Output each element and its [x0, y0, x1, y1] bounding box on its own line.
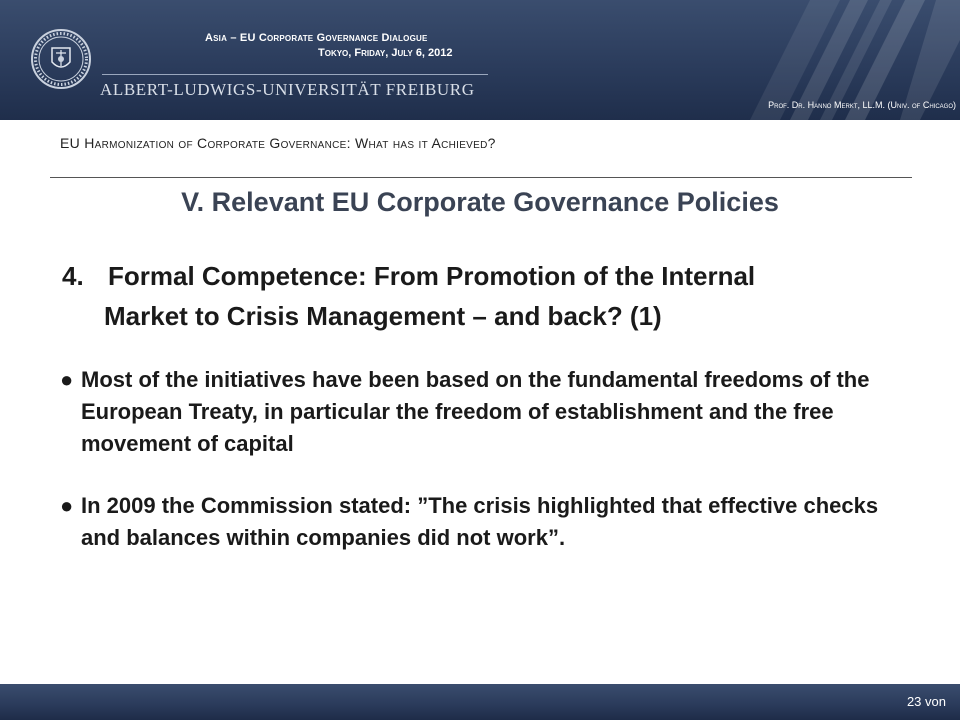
bullet-icon: ● — [60, 367, 74, 392]
bullet-item — [60, 364, 900, 460]
header-divider — [102, 74, 488, 75]
bullet-text: Most of the initiatives have been based on the fundamental freedoms of the European Treaty, in particular the freedom of establishment and the free movement of capital — [81, 367, 870, 456]
conference-title: Asia – EU Corporate Governance Dialogue — [205, 32, 428, 44]
page-number: 23 von — [906, 694, 946, 709]
university-seal-icon — [30, 28, 92, 90]
subheading — [62, 256, 942, 336]
bullet-icon: ● — [60, 493, 74, 518]
header-banner — [0, 0, 960, 120]
bullet-item — [60, 490, 900, 554]
footer-bar — [0, 684, 960, 720]
subheading-line1: Formal Competence: From Promotion of the Internal — [108, 261, 756, 291]
subheading-number: 4. — [62, 261, 84, 291]
section-divider — [50, 177, 912, 178]
university-name: ALBERT-LUDWIGS-UNIVERSITÄT FREIBURG — [100, 80, 475, 99]
bullet-text: In 2009 the Commission stated: ”The crisis highlighted that effective checks and balances within companies did not work”. — [81, 493, 879, 550]
slide-title: V. Relevant EU Corporate Governance Policies — [181, 187, 779, 217]
section-title: EU Harmonization of Corporate Governance: What has it Achieved? — [60, 135, 496, 151]
subheading-line2: Market to Crisis Management – and back? (1) — [104, 301, 662, 331]
conference-date: Tokyo, Friday, July 6, 2012 — [318, 47, 453, 59]
presenter-name: Prof. Dr. Hanno Merkt, LL.M. (Univ. of Chicago) — [768, 100, 956, 110]
